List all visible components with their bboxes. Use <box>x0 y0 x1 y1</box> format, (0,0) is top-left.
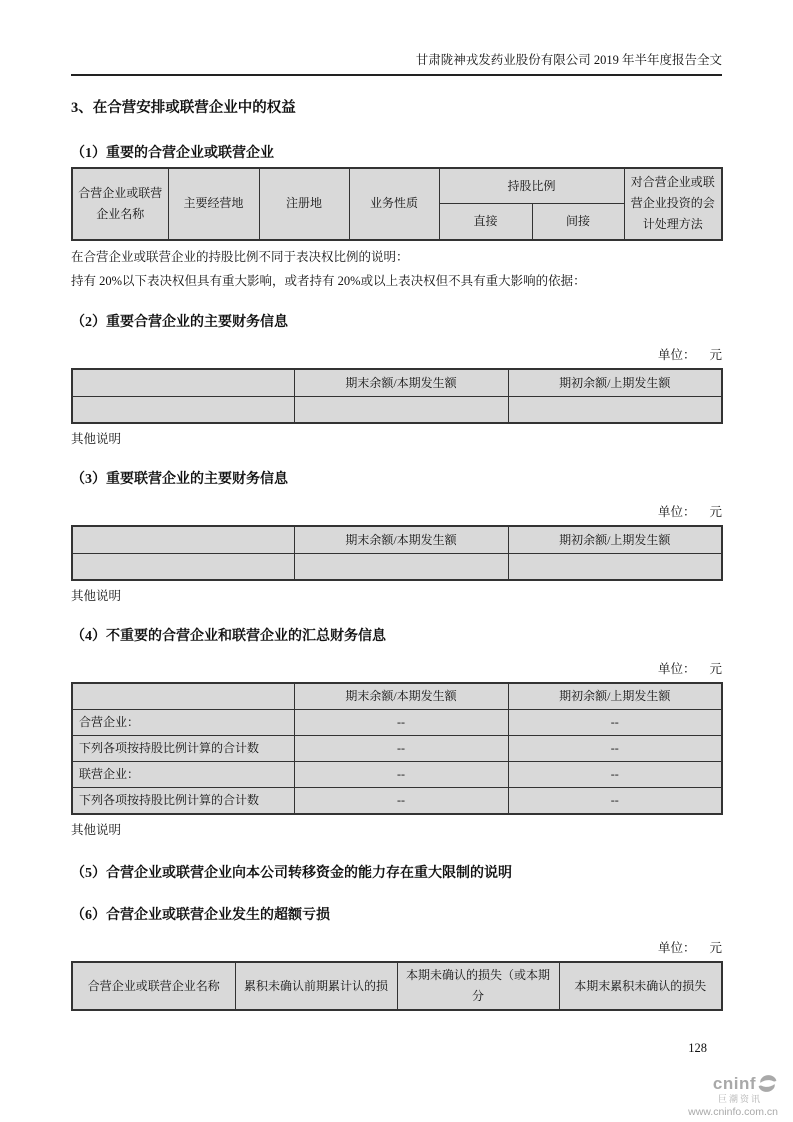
col-prior-period: 期初余额/上期发生额 <box>508 526 722 553</box>
loss-col-current-unrecognized: 本期未确认的损失（或本期分 <box>397 962 559 1010</box>
section-3-6-heading: （6）合营企业或联营企业发生的超额亏损 <box>71 908 330 924</box>
jv-col-direct: 直接 <box>439 204 532 240</box>
summary-financials-table <box>71 682 723 815</box>
unit-label: 单位： <box>657 348 696 363</box>
excess-loss-header-row <box>72 962 722 1010</box>
row-label: 合营企业： <box>72 710 294 736</box>
associate-financials-table <box>71 525 723 581</box>
cninfo-logo-text: cninf <box>712 1074 756 1093</box>
unit-value: 元 <box>709 348 722 363</box>
row-label: 联营企业： <box>72 762 294 788</box>
jv-financials-table <box>71 368 723 424</box>
jv-col-shareholding: 持股比例 <box>439 168 624 204</box>
row-current-value: -- <box>294 736 508 762</box>
row-prior-value: -- <box>508 762 722 788</box>
table-row <box>72 762 722 788</box>
empty-header-cell <box>72 683 294 710</box>
page-number: 128 <box>688 1041 707 1055</box>
loss-col-accumulated-prior: 累积未确认前期累计认的损 <box>235 962 397 1010</box>
jv-header-row-1 <box>72 168 722 204</box>
loss-col-accumulated-end: 本期末累积未确认的损失 <box>559 962 722 1010</box>
col-prior-period: 期初余额/上期发生额 <box>508 683 722 710</box>
jv-col-indirect: 间接 <box>532 204 624 240</box>
summary-header-row <box>72 683 722 710</box>
unit-line-2 <box>71 345 722 363</box>
unit-line-4 <box>71 659 722 677</box>
jv-col-name: 合营企业或联营企业名称 <box>72 168 168 240</box>
empty-cell <box>508 553 722 580</box>
empty-header-cell <box>72 526 294 553</box>
section-3-3-heading: （3）重要联营企业的主要财务信息 <box>71 472 288 488</box>
jv-financials-empty-row <box>72 396 722 423</box>
jv-col-business: 业务性质 <box>349 168 439 240</box>
col-current-period: 期末余额/本期发生额 <box>294 683 508 710</box>
empty-header-cell <box>72 369 294 396</box>
table-row <box>72 710 722 736</box>
cninfo-logo-subtitle: 巨潮资讯 <box>717 1094 762 1104</box>
table-row <box>72 788 722 815</box>
jv-col-registry: 注册地 <box>259 168 349 240</box>
associate-financials-header-row <box>72 526 722 553</box>
cninfo-swirl-icon <box>757 1073 778 1094</box>
table-row <box>72 736 722 762</box>
row-current-value: -- <box>294 762 508 788</box>
row-current-value: -- <box>294 710 508 736</box>
cninfo-logo-row <box>688 1073 778 1094</box>
row-prior-value: -- <box>508 710 722 736</box>
row-label: 下列各项按持股比例计算的合计数 <box>72 736 294 762</box>
row-prior-value: -- <box>508 788 722 815</box>
loss-col-name: 合营企业或联营企业名称 <box>72 962 235 1010</box>
section-3-4-heading: （4）不重要的合营企业和联营企业的汇总财务信息 <box>71 629 386 645</box>
page-header <box>71 0 722 76</box>
unit-value: 元 <box>709 505 722 520</box>
section-3-1-heading: （1）重要的合营企业或联营企业 <box>71 145 274 161</box>
associate-financials-empty-row <box>72 553 722 580</box>
jv-col-main-place: 主要经营地 <box>168 168 259 240</box>
empty-cell <box>294 553 508 580</box>
col-prior-period: 期初余额/上期发生额 <box>508 369 722 396</box>
section-3-heading: 3、在合营安排或联营企业中的权益 <box>71 99 296 116</box>
note-influence-basis: 持有 20%以下表决权但具有重大影响，或者持有 20%或以上表决权但不具有重大影响的依据： <box>71 273 586 288</box>
unit-line-3 <box>71 502 722 520</box>
col-current-period: 期末余额/本期发生额 <box>294 526 508 553</box>
row-label: 下列各项按持股比例计算的合计数 <box>72 788 294 815</box>
empty-cell <box>72 396 294 423</box>
page-content <box>71 96 722 1012</box>
excess-loss-table <box>71 961 723 1011</box>
empty-cell <box>72 553 294 580</box>
joint-venture-table <box>71 167 723 241</box>
cninfo-logo-url: www.cninfo.com.cn <box>688 1106 778 1118</box>
unit-line-6 <box>71 938 722 956</box>
unit-value: 元 <box>709 941 722 956</box>
jv-col-accounting: 对合营企业或联营企业投资的会计处理方法 <box>624 168 722 240</box>
unit-value: 元 <box>709 662 722 677</box>
col-current-period: 期末余额/本期发生额 <box>294 369 508 396</box>
jv-financials-header-row <box>72 369 722 396</box>
row-current-value: -- <box>294 788 508 815</box>
other-note-2: 其他说明 <box>71 432 122 447</box>
note-voting-ratio: 在合营企业或联营企业的持股比例不同于表决权比例的说明： <box>71 249 409 264</box>
other-note-3: 其他说明 <box>71 589 122 604</box>
unit-label: 单位： <box>657 662 696 677</box>
unit-label: 单位： <box>657 505 696 520</box>
other-note-4: 其他说明 <box>71 823 122 838</box>
unit-label: 单位： <box>657 941 696 956</box>
empty-cell <box>294 396 508 423</box>
section-3-2-heading: （2）重要合营企业的主要财务信息 <box>71 315 288 331</box>
cninfo-logo <box>688 1073 778 1118</box>
section-3-5-heading: （5）合营企业或联营企业向本公司转移资金的能力存在重大限制的说明 <box>71 866 512 882</box>
empty-cell <box>508 396 722 423</box>
report-title: 甘肃陇神戎发药业股份有限公司 2019 年半年度报告全文 <box>415 53 722 67</box>
row-prior-value: -- <box>508 736 722 762</box>
